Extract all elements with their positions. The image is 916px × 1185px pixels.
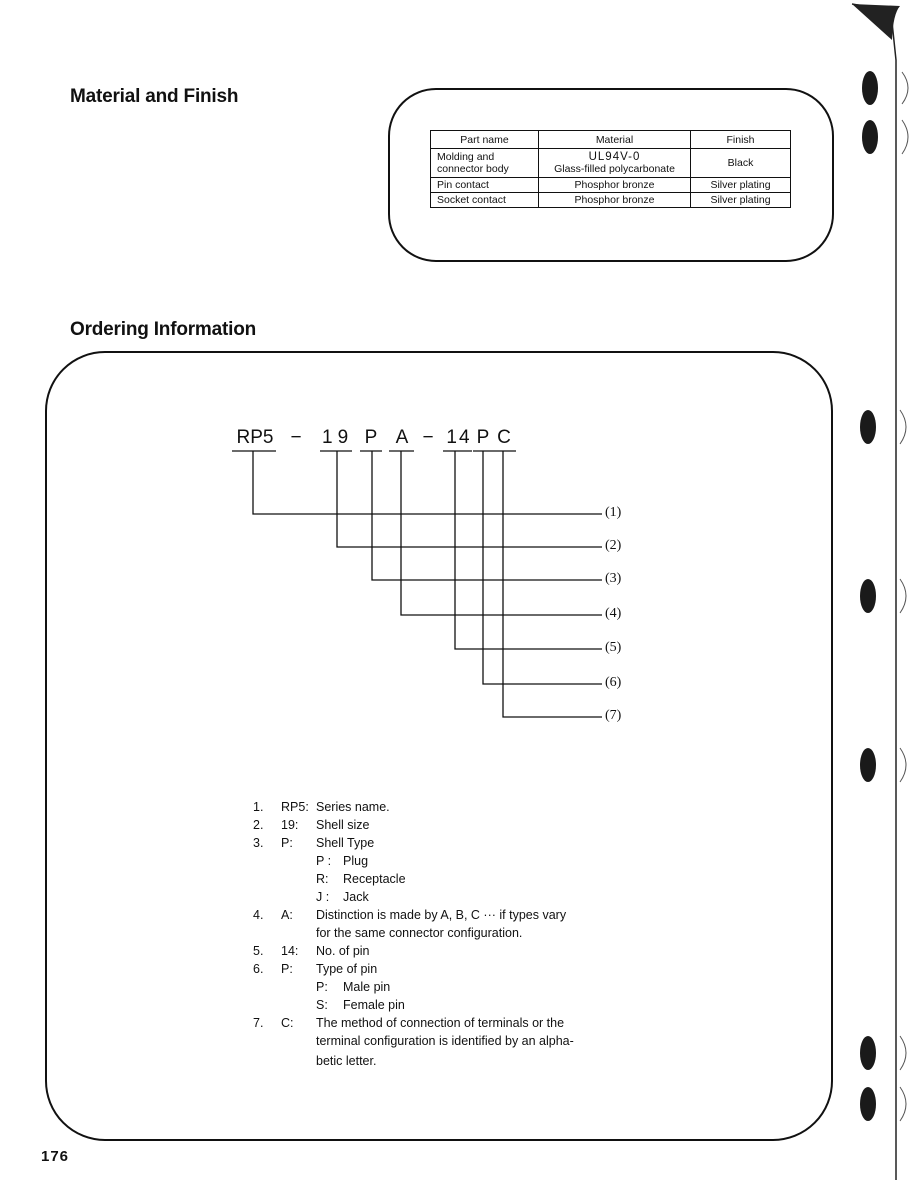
cell-finish: Black	[691, 149, 791, 178]
header-finish: Finish	[691, 131, 791, 149]
page-number: 176	[41, 1148, 70, 1165]
header-material: Material	[539, 131, 691, 149]
pn-pin-type: P	[476, 427, 490, 448]
ordering-information-heading: Ordering Information	[70, 319, 257, 340]
material-main: UL94V-0	[588, 151, 641, 163]
pn-shell-size: 19	[322, 427, 354, 448]
cell-material: Phosphor bronze	[539, 178, 691, 193]
pn-termination: C	[497, 427, 511, 448]
ring-outlines	[900, 72, 908, 1121]
binder-hole-icon	[860, 579, 876, 613]
pn-distinction: A	[395, 427, 409, 448]
binder-hole-icon	[862, 120, 878, 154]
cell-part: Pin contact	[431, 178, 539, 193]
callout-3: (3)	[605, 571, 622, 586]
callout-1: (1)	[605, 505, 622, 520]
pn-dash-1: −	[290, 427, 302, 448]
callout-4: (4)	[605, 606, 622, 621]
binder-hole-icon	[862, 71, 878, 105]
cell-finish: Silver plating	[691, 178, 791, 193]
callout-6: (6)	[605, 675, 622, 690]
cell-part: Socket contact	[431, 193, 539, 208]
material-finish-heading: Material and Finish	[70, 86, 239, 107]
pn-series: RP5	[236, 427, 274, 448]
header-part-name: Part name	[431, 131, 539, 149]
pn-shell-type: P	[364, 427, 378, 448]
binder-hole-icon	[860, 410, 876, 444]
binder-hole-icon	[860, 1036, 876, 1070]
binder-hole-icon	[860, 748, 876, 782]
callout-5: (5)	[605, 640, 622, 655]
callout-7: (7)	[605, 708, 622, 723]
cell-material: Phosphor bronze	[539, 193, 691, 208]
binder-hole-icon	[860, 1087, 876, 1121]
callout-2: (2)	[605, 538, 622, 553]
pn-pin-count: 14	[446, 427, 472, 448]
pn-dash-2: −	[422, 427, 434, 448]
binder-holes	[860, 71, 878, 1121]
cell-finish: Silver plating	[691, 193, 791, 208]
material-sub: Glass-filled polycarbonate	[554, 163, 675, 175]
cell-part: Molding and connector body	[431, 149, 539, 178]
code-legend: 1. RP5: Series name. 2. 19: Shell size 3. P: Shell Type P : Plug R: Receptacle J : Jack 4. A: Distinction is made by A, B, C ··· if types vary for the same connector configuration. 5. 14: No. of pin 6. P: Type of pin P: Male pin S: Female pin 7. C: The method of connection of terminals or the terminal configuration is identified by an alpha- betic letter.	[253, 800, 574, 1068]
